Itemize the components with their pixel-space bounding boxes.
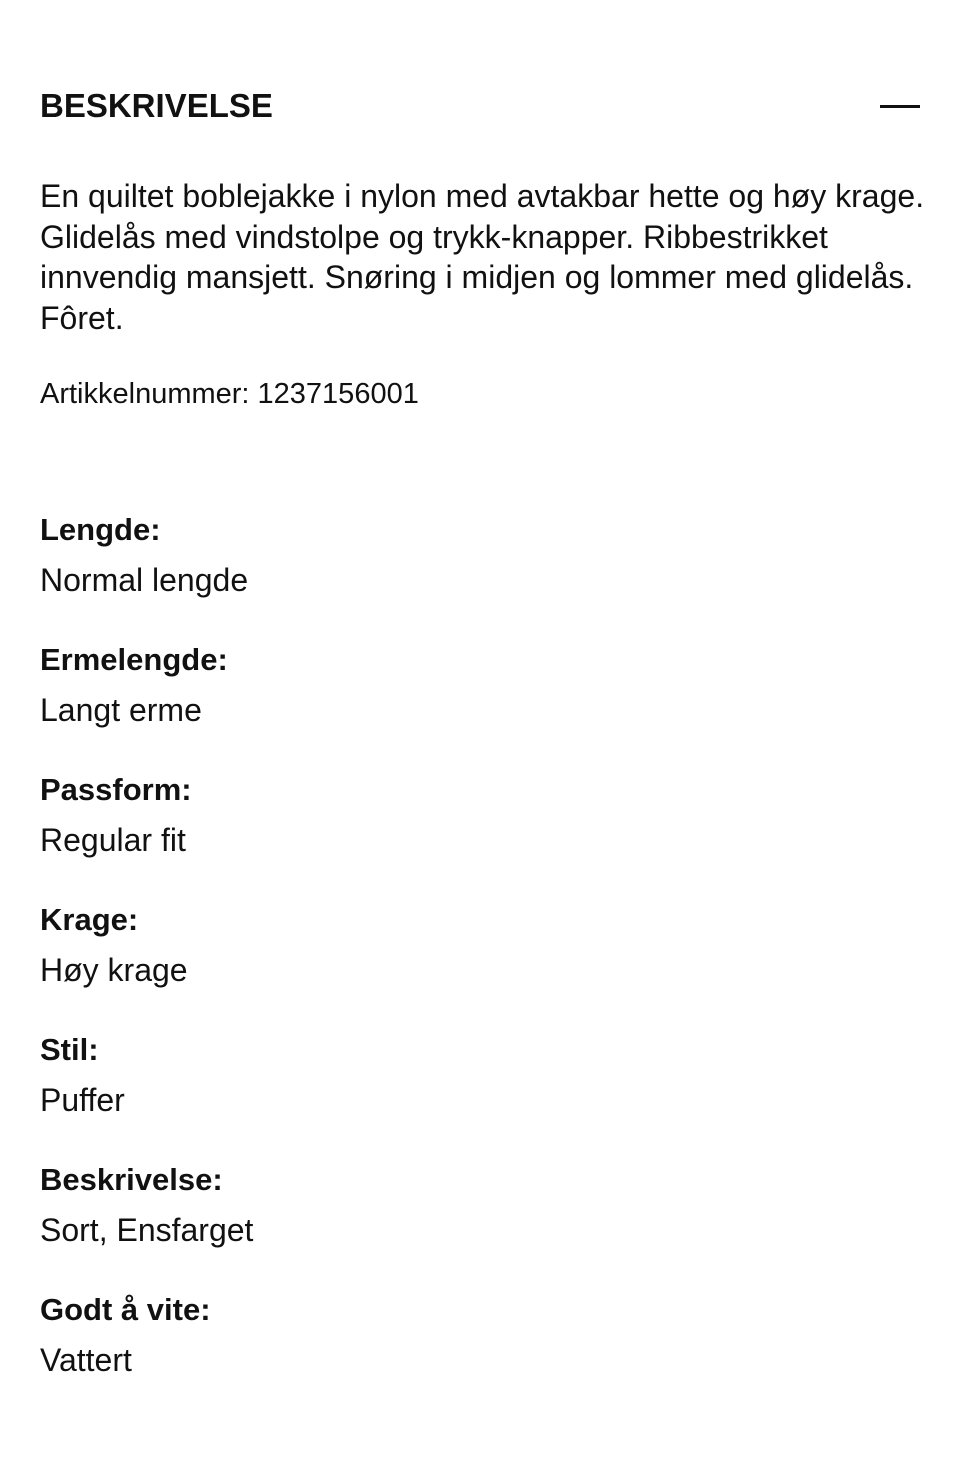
minus-icon[interactable] [880, 84, 920, 128]
attribute-good-to-know [40, 1290, 920, 1420]
attribute-label: Krage: [40, 902, 139, 937]
attribute-value: Sort, Ensfarget [40, 1212, 254, 1248]
attribute-label: Lengde: [40, 512, 161, 547]
attribute-value: Regular fit [40, 822, 186, 858]
attribute-collar [40, 900, 920, 1030]
attribute-label: Stil: [40, 1032, 99, 1067]
attribute-style [40, 1030, 920, 1160]
attribute-label: Passform: [40, 772, 192, 807]
product-description: En quiltet boblejakke i nylon med avtakbar hette og høy krage. Glidelås med vindstolpe og trykk-knapper. Ribbestrikket innvendig mansjett. Snøring i midjen og lommer med glidelås. Fôret. [40, 178, 925, 336]
attribute-value: Normal lengde [40, 562, 249, 598]
attribute-value: Puffer [40, 1082, 125, 1118]
attribute-label: Godt å vite: [40, 1292, 211, 1327]
article-number: Artikkelnummer: 1237156001 [40, 378, 419, 410]
attribute-label: Beskrivelse: [40, 1162, 223, 1197]
attribute-value: Vattert [40, 1342, 132, 1378]
attribute-value: Høy krage [40, 952, 188, 988]
attribute-description [40, 1160, 920, 1290]
attribute-sleeve-length [40, 640, 920, 770]
attribute-fit [40, 770, 920, 900]
description-section-toggle[interactable] [40, 84, 920, 128]
attribute-value: Langt erme [40, 692, 202, 728]
attribute-label: Ermelengde: [40, 642, 228, 677]
section-title: BESKRIVELSE [40, 87, 273, 124]
product-attributes [40, 510, 920, 1420]
attribute-length [40, 510, 920, 640]
